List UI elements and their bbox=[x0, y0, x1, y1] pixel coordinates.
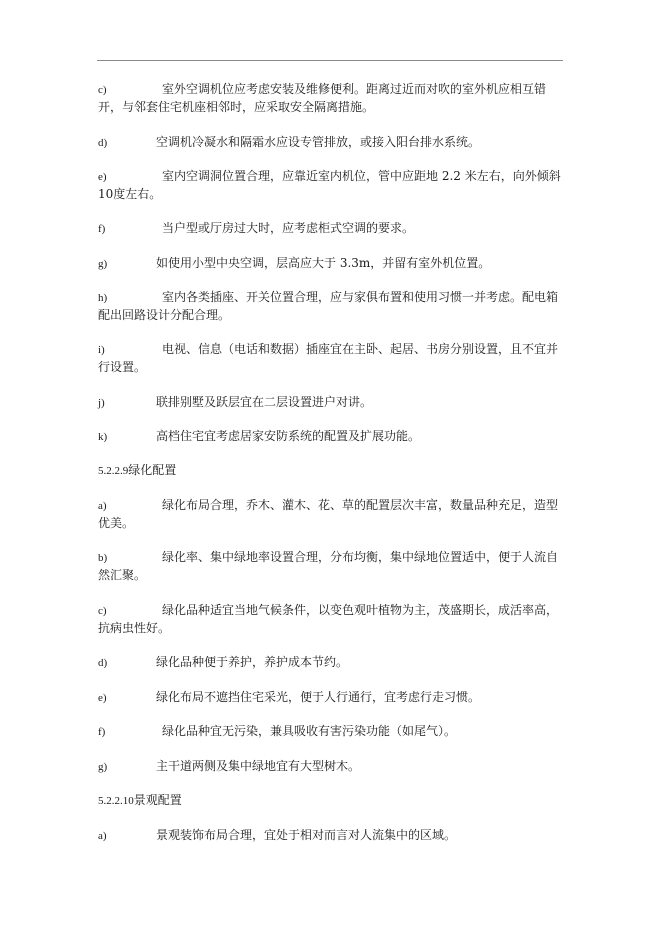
item-text: 如使用小型中央空调，层高应大于 3.3m，并留有室外机位置。 bbox=[156, 256, 491, 270]
header-rule bbox=[97, 60, 563, 61]
item-text: 室内各类插座、开关位置合理，应与家俱布置和使用习惯一并考虑。配电箱配出回路设计分配合理。 bbox=[98, 290, 559, 322]
item-label: c) bbox=[98, 605, 107, 617]
list-item-h bbox=[98, 289, 564, 324]
list-item-f bbox=[98, 220, 564, 238]
item-text: 高档住宅宜考虑居家安防系统的配置及扩展功能。 bbox=[156, 429, 421, 443]
item-label: h) bbox=[98, 292, 108, 304]
section-heading-landscape bbox=[98, 792, 182, 810]
list-item-d bbox=[98, 134, 564, 152]
item-label: f) bbox=[98, 223, 106, 235]
item-label: d) bbox=[98, 657, 108, 669]
list-item-green-d bbox=[98, 654, 564, 672]
list-item-green-c bbox=[98, 602, 564, 637]
item-label: j) bbox=[98, 397, 105, 409]
item-text: 绿化品种宜无污染，兼具吸收有害污染功能（如尾气）。 bbox=[162, 724, 457, 738]
section-heading-greening bbox=[98, 462, 176, 480]
item-text: 主干道两侧及集中绿地宜有大型树木。 bbox=[156, 759, 361, 773]
list-item-i bbox=[98, 341, 564, 376]
item-label: d) bbox=[98, 137, 108, 149]
item-text: 绿化布局不遮挡住宅采光，便于人行通行，宜考虑行走习惯。 bbox=[156, 690, 481, 704]
item-label: g) bbox=[98, 761, 108, 773]
item-text: 景观装饰布局合理，宜处于相对而言对人流集中的区域。 bbox=[156, 828, 457, 842]
list-item-green-b bbox=[98, 549, 564, 584]
list-item-k bbox=[98, 428, 564, 446]
item-label: a) bbox=[98, 830, 107, 842]
item-text: 当户型或厅房过大时，应考虑柜式空调的要求。 bbox=[162, 221, 415, 235]
item-label: k) bbox=[98, 431, 108, 443]
list-item-j bbox=[98, 394, 564, 412]
list-item-e bbox=[98, 168, 564, 203]
list-item-green-e bbox=[98, 689, 564, 707]
section-title: 绿化配置 bbox=[128, 463, 177, 477]
item-text: 绿化布局合理，乔木、灌木、花、草的配置层次丰富，数量品种充足，造型优美。 bbox=[98, 498, 559, 530]
item-label: e) bbox=[98, 171, 107, 183]
list-item-g bbox=[98, 255, 564, 273]
list-item-c bbox=[98, 81, 564, 116]
item-label: i) bbox=[98, 344, 105, 356]
list-item-green-a bbox=[98, 497, 564, 532]
item-text: 绿化品种适宜当地气候条件，以变色观叶植物为主，茂盛期长，成活率高，抗病虫性好。 bbox=[98, 603, 559, 635]
item-text: 室外空调机位应考虑安装及维修便利。距离过近而对吹的室外机应相互错开，与邻套住宅机座相邻时，应采取安全隔离措施。 bbox=[98, 82, 547, 114]
section-title: 景观配置 bbox=[133, 793, 182, 807]
item-text: 电视、信息（电话和数据）插座宜在主卧、起居、书房分别设置，且不宜并行设置。 bbox=[98, 342, 559, 374]
item-text: 联排别墅及跃层宜在二层设置进户对讲。 bbox=[156, 395, 373, 409]
item-label: a) bbox=[98, 500, 107, 512]
item-label: g) bbox=[98, 258, 108, 270]
item-label: e) bbox=[98, 692, 107, 704]
item-label: f) bbox=[98, 726, 106, 738]
section-number: 5.2.2.10 bbox=[98, 795, 134, 807]
list-item-green-g bbox=[98, 758, 564, 776]
item-label: b) bbox=[98, 552, 108, 564]
item-text: 室内空调洞位置合理，应靠近室内机位，管中应距地 2.2 米左右，向外倾斜 10度左右。 bbox=[98, 169, 561, 201]
section-number: 5.2.2.9 bbox=[98, 465, 129, 477]
item-label: c) bbox=[98, 84, 107, 96]
list-item-land-a bbox=[98, 827, 564, 845]
item-text: 绿化品种便于养护，养护成本节约。 bbox=[156, 655, 349, 669]
item-text: 空调机冷凝水和隔霜水应设专管排放，或接入阳台排水系统。 bbox=[156, 135, 481, 149]
list-item-green-f bbox=[98, 723, 564, 741]
item-text: 绿化率、集中绿地率设置合理，分布均衡，集中绿地位置适中，便于人流自然汇聚。 bbox=[98, 550, 559, 582]
